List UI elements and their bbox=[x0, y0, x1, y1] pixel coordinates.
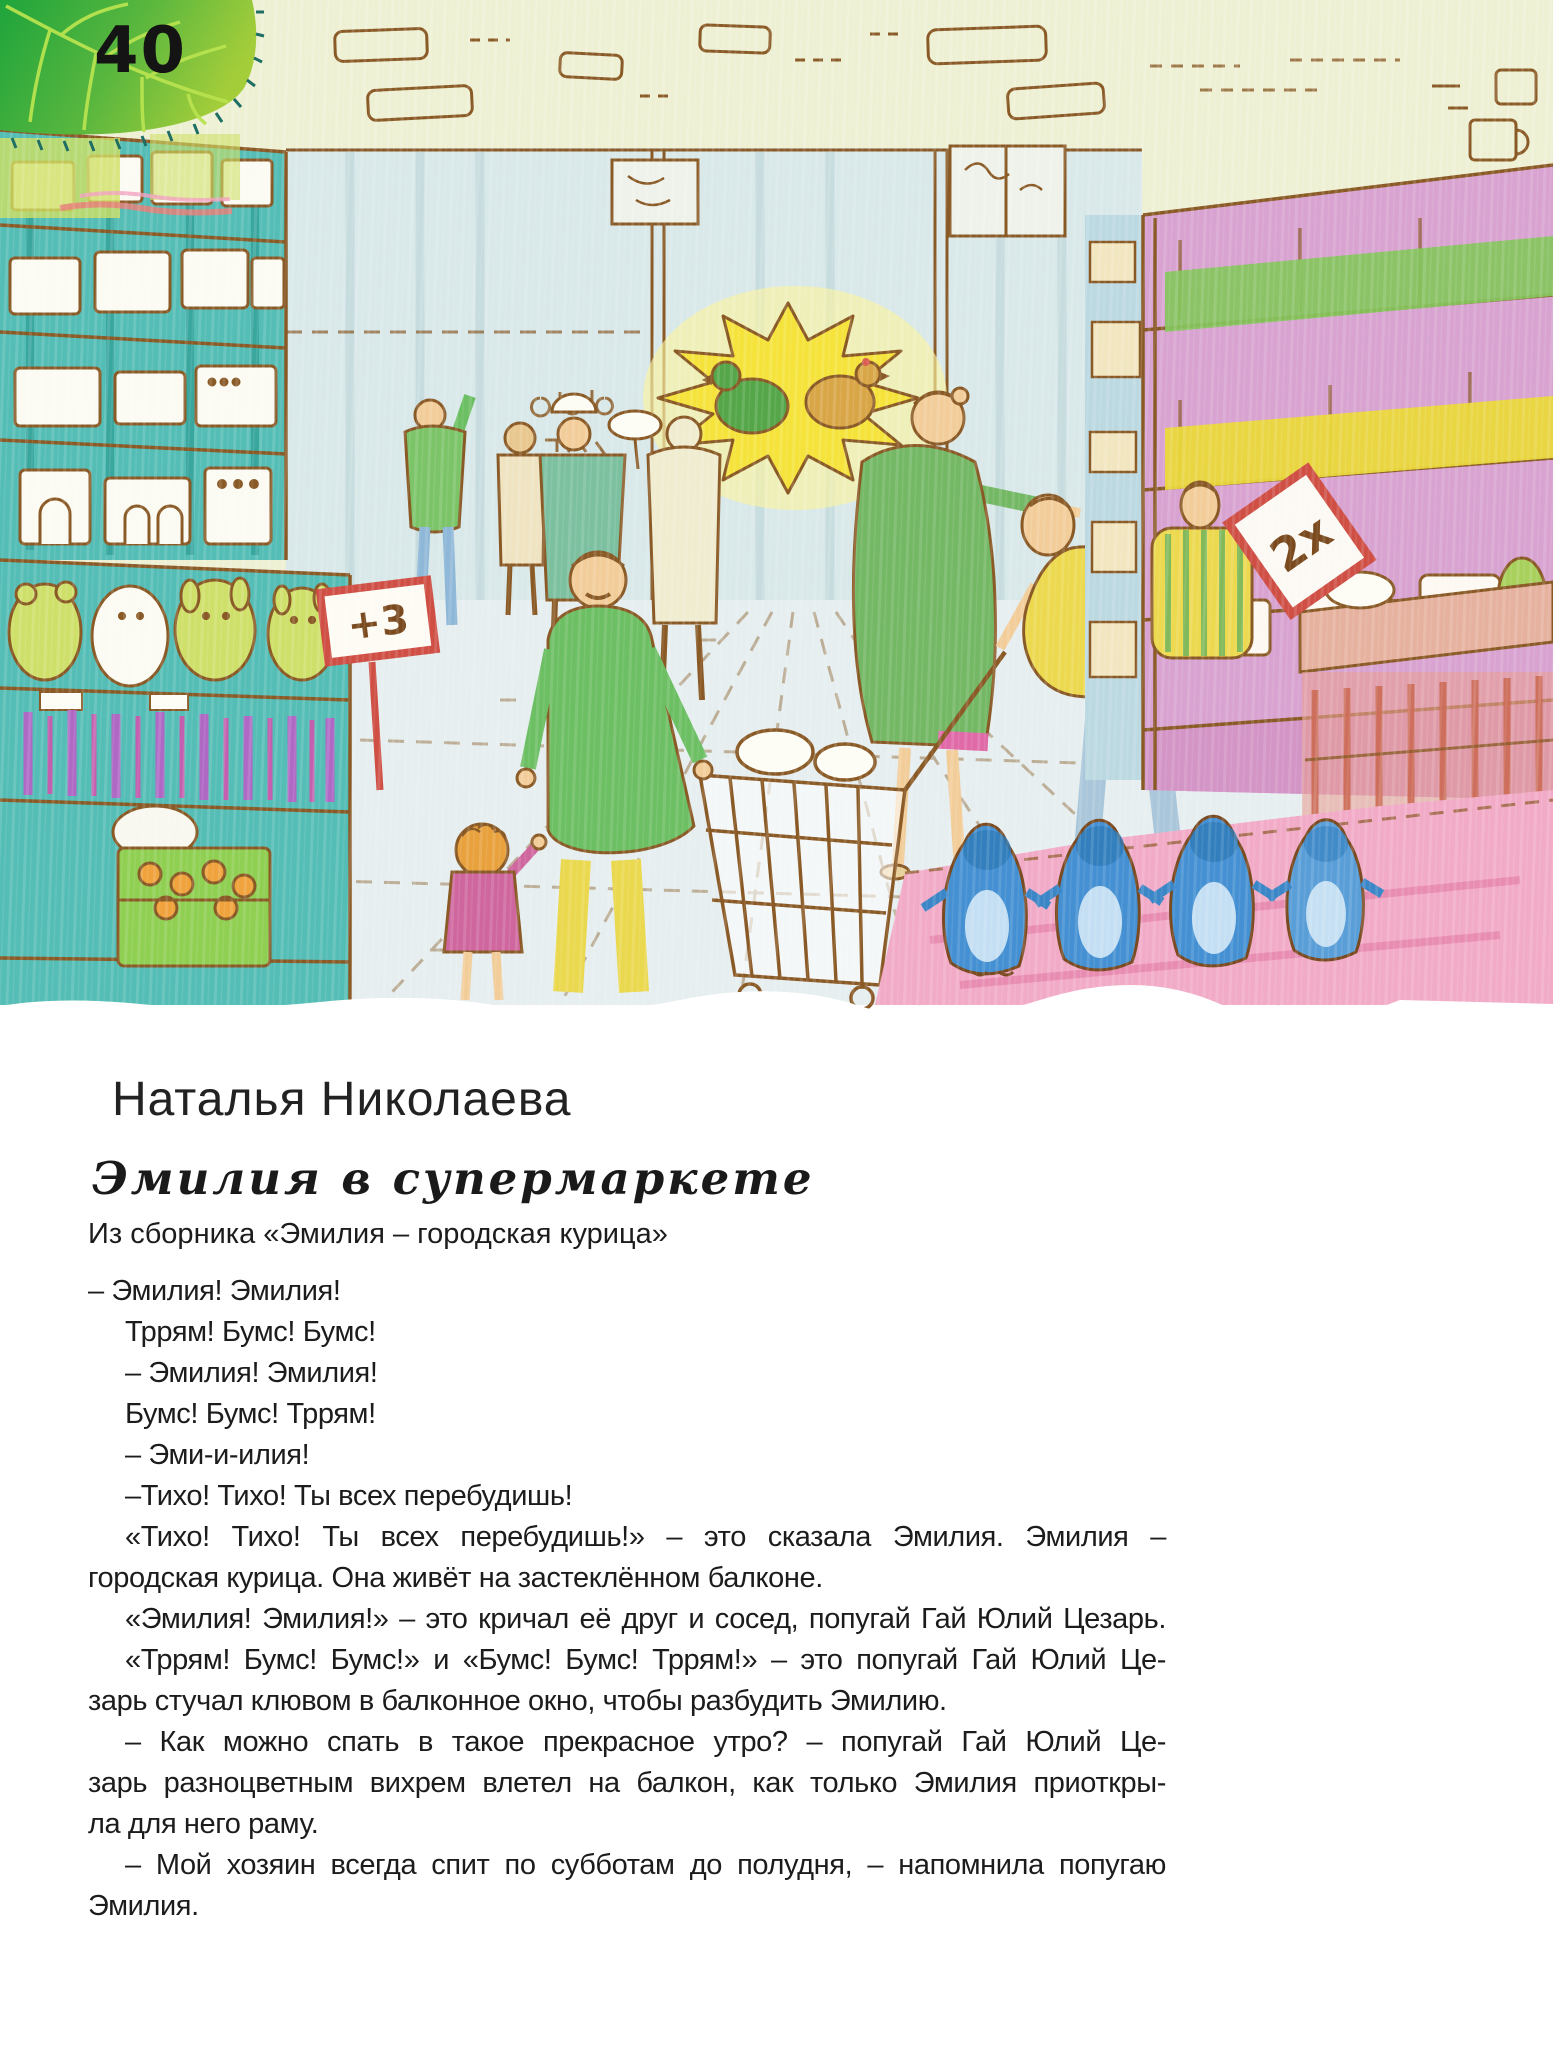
story-line: Бумс! Бумс! Тррям! bbox=[125, 1398, 376, 1430]
story-line: – Эмилия! Эмилия! bbox=[88, 1275, 341, 1307]
page-number: 40 bbox=[94, 14, 188, 88]
story-line: – Как можно спать в такое прекрасное утро? – попугай Гай Юлий Це- bbox=[125, 1726, 1166, 1758]
story-line: ла для него раму. bbox=[88, 1808, 319, 1840]
story-title: Эмилия в супермаркете bbox=[92, 1152, 815, 1205]
collection-subtitle: Из сборника «Эмилия – городская курица» bbox=[88, 1218, 668, 1250]
supermarket-illustration bbox=[0, 0, 1553, 1012]
story-line: «Эмилия! Эмилия!» – это кричал её друг и сосед, попугай Гай Юлий Цезарь. bbox=[125, 1603, 1166, 1635]
story-line: зарь стучал клювом в балконное окно, чтобы разбудить Эмилию. bbox=[88, 1685, 947, 1717]
story-text bbox=[88, 1271, 1166, 1927]
story-line: –Тихо! Тихо! Ты всех перебудишь! bbox=[125, 1480, 573, 1512]
story-line: Эмилия. bbox=[88, 1890, 199, 1922]
story-line: городская курица. Она живёт на застеклённом балконе. bbox=[88, 1562, 823, 1594]
story-line: – Мой хозяин всегда спит по субботам до полудня, – напомнила попугаю bbox=[125, 1849, 1166, 1881]
story-line: «Тихо! Тихо! Ты всех перебудишь!» – это сказала Эмилия. Эмилия – bbox=[125, 1521, 1166, 1553]
story-line: «Тррям! Бумс! Бумс!» и «Бумс! Бумс! Тррям!» – это попугай Гай Юлий Це- bbox=[125, 1644, 1166, 1676]
story-line: – Эмилия! Эмилия! bbox=[125, 1357, 378, 1389]
story-line: зарь разноцветным вихрем влетел на балкон, как только Эмилия приоткры- bbox=[88, 1767, 1166, 1799]
pencil-texture bbox=[0, 0, 1553, 1005]
author-name: Наталья Николаева bbox=[112, 1073, 572, 1126]
story-line: – Эми-и-илия! bbox=[125, 1439, 310, 1471]
story-line: Тррям! Бумс! Бумс! bbox=[125, 1316, 376, 1348]
